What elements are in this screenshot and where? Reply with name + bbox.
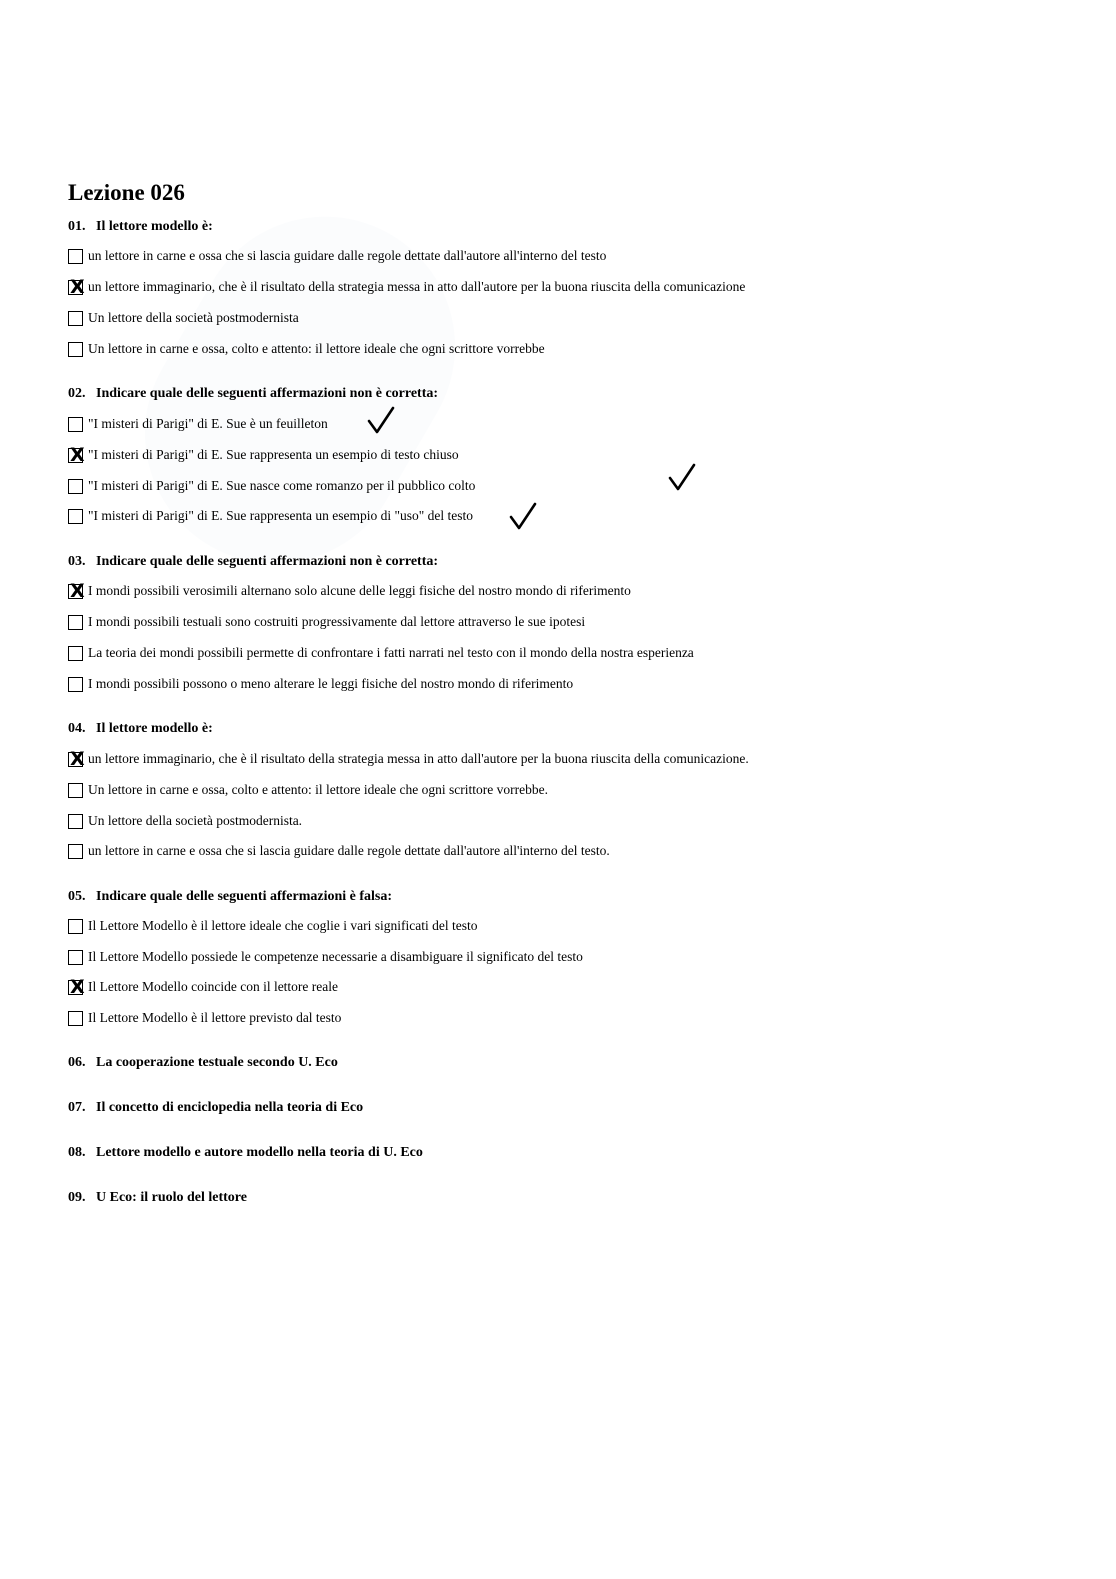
checkbox[interactable] — [68, 417, 83, 432]
option-02-d[interactable] — [68, 507, 473, 525]
checkbox[interactable] — [68, 975, 85, 998]
option-02-c[interactable] — [68, 477, 475, 495]
option-label: Un lettore in carne e ossa, colto e attento: il lettore ideale che ogni scrittore vorrebbe — [88, 341, 545, 356]
question-text: Il lettore modello è: — [96, 721, 213, 736]
option-01-a[interactable] — [68, 247, 606, 265]
question-number: 04. — [68, 721, 86, 736]
checkbox[interactable] — [68, 509, 83, 524]
checkbox[interactable] — [68, 479, 83, 494]
checkbox-mark: X — [70, 747, 85, 770]
question-number: 01. — [68, 219, 86, 234]
checkbox[interactable] — [68, 615, 83, 630]
option-label: Un lettore in carne e ossa, colto e attento: il lettore ideale che ogni scrittore vorrebbe. — [88, 782, 548, 797]
option-label: Il Lettore Modello è il lettore ideale che coglie i vari significati del testo — [88, 918, 478, 933]
option-05-d[interactable] — [68, 1009, 341, 1027]
checkbox[interactable] — [68, 579, 85, 602]
question-04-title — [68, 721, 213, 737]
option-04-b[interactable] — [68, 781, 548, 799]
option-label: I mondi possibili possono o meno alterare le leggi fisiche del nostro mondo di riferimento — [88, 676, 574, 691]
question-number: 08. — [68, 1145, 86, 1160]
question-text: Indicare quale delle seguenti affermazioni non è corretta: — [96, 386, 439, 401]
question-text: U Eco: il ruolo del lettore — [96, 1190, 247, 1205]
checkbox-mark: X — [70, 275, 85, 298]
question-number: 02. — [68, 386, 86, 401]
question-08-title — [68, 1145, 423, 1161]
handwritten-check-icon — [667, 462, 697, 492]
checkbox[interactable] — [68, 249, 83, 264]
question-number: 05. — [68, 889, 86, 904]
question-text: Il concetto di enciclopedia nella teoria di Eco — [96, 1100, 364, 1115]
question-09-title — [68, 1190, 247, 1206]
option-05-a[interactable] — [68, 917, 477, 935]
checkbox-mark: X — [70, 579, 85, 602]
question-text: Indicare quale delle seguenti affermazioni è falsa: — [96, 889, 393, 904]
option-04-a[interactable] — [68, 747, 749, 770]
option-04-c[interactable] — [68, 812, 302, 830]
question-01-title — [68, 219, 213, 235]
question-05-title — [68, 889, 392, 905]
checkbox[interactable] — [68, 443, 85, 466]
handwritten-check-icon — [508, 501, 538, 531]
checkbox[interactable] — [68, 783, 83, 798]
option-label: un lettore in carne e ossa che si lascia guidare dalle regole dettate dall'autore all'interno del testo. — [88, 843, 610, 858]
checkbox[interactable] — [68, 677, 83, 692]
checkbox[interactable] — [68, 814, 83, 829]
question-number: 03. — [68, 554, 86, 569]
question-07-title — [68, 1100, 363, 1116]
handwritten-check-icon — [366, 405, 396, 435]
checkbox-mark: X — [70, 443, 85, 466]
checkbox[interactable] — [68, 950, 83, 965]
option-label: I mondi possibili testuali sono costruiti progressivamente dal lettore attraverso le sue ipotesi — [88, 614, 586, 629]
page-title: Lezione 026 — [68, 180, 185, 205]
question-02-title — [68, 386, 438, 402]
option-label: La teoria dei mondi possibili permette di confrontare i fatti narrati nel testo con il mondo della nostra esperienza — [88, 645, 694, 660]
option-01-d[interactable] — [68, 340, 545, 358]
checkbox[interactable] — [68, 311, 83, 326]
checkbox[interactable] — [68, 844, 83, 859]
option-label: Il Lettore Modello coincide con il lettore reale — [88, 979, 339, 994]
option-label: un lettore in carne e ossa che si lascia guidare dalle regole dettate dall'autore all'interno del testo — [88, 248, 607, 263]
option-label: I mondi possibili verosimili alternano solo alcune delle leggi fisiche del nostro mondo di riferimento — [88, 583, 631, 598]
option-label: "I misteri di Parigi" di E. Sue rappresenta un esempio di testo chiuso — [88, 447, 459, 462]
checkbox[interactable] — [68, 919, 83, 934]
checkbox[interactable] — [68, 275, 85, 298]
option-label: Un lettore della società postmodernista — [88, 310, 299, 325]
question-number: 06. — [68, 1055, 86, 1070]
question-text: Lettore modello e autore modello nella teoria di U. Eco — [96, 1145, 423, 1160]
question-number: 09. — [68, 1190, 86, 1205]
option-03-c[interactable] — [68, 644, 694, 662]
question-number: 07. — [68, 1100, 86, 1115]
question-text: Il lettore modello è: — [96, 219, 213, 234]
checkbox[interactable] — [68, 1011, 83, 1026]
question-text: Indicare quale delle seguenti affermazioni non è corretta: — [96, 554, 439, 569]
option-label: Il Lettore Modello è il lettore previsto dal testo — [88, 1010, 342, 1025]
question-06-title — [68, 1055, 338, 1071]
option-label: "I misteri di Parigi" di E. Sue è un feuilleton — [88, 416, 328, 431]
option-label: "I misteri di Parigi" di E. Sue rappresenta un esempio di "uso" del testo — [88, 508, 473, 523]
option-02-b[interactable] — [68, 443, 459, 466]
checkbox[interactable] — [68, 342, 83, 357]
option-label: Un lettore della società postmodernista. — [88, 813, 303, 828]
question-03-title — [68, 554, 438, 570]
option-label: un lettore immaginario, che è il risultato della strategia messa in atto dall'autore per la buona riuscita della comunicazione. — [88, 751, 749, 766]
checkbox[interactable] — [68, 747, 85, 770]
option-label: "I misteri di Parigi" di E. Sue nasce come romanzo per il pubblico colto — [88, 478, 476, 493]
option-label: Il Lettore Modello possiede le competenze necessarie a disambiguare il significato del testo — [88, 949, 583, 964]
option-02-a[interactable] — [68, 415, 328, 433]
question-text: La cooperazione testuale secondo U. Eco — [96, 1055, 338, 1070]
checkbox-mark: X — [70, 975, 85, 998]
option-03-b[interactable] — [68, 613, 585, 631]
option-04-d[interactable] — [68, 842, 610, 860]
option-01-b[interactable] — [68, 275, 746, 298]
checkbox[interactable] — [68, 646, 83, 661]
option-03-a[interactable] — [68, 579, 631, 602]
option-01-c[interactable] — [68, 309, 299, 327]
option-label: un lettore immaginario, che è il risultato della strategia messa in atto dall'autore per la buona riuscita della comunicazione — [88, 279, 746, 294]
option-05-c[interactable] — [68, 975, 339, 998]
option-05-b[interactable] — [68, 948, 583, 966]
option-03-d[interactable] — [68, 675, 573, 693]
